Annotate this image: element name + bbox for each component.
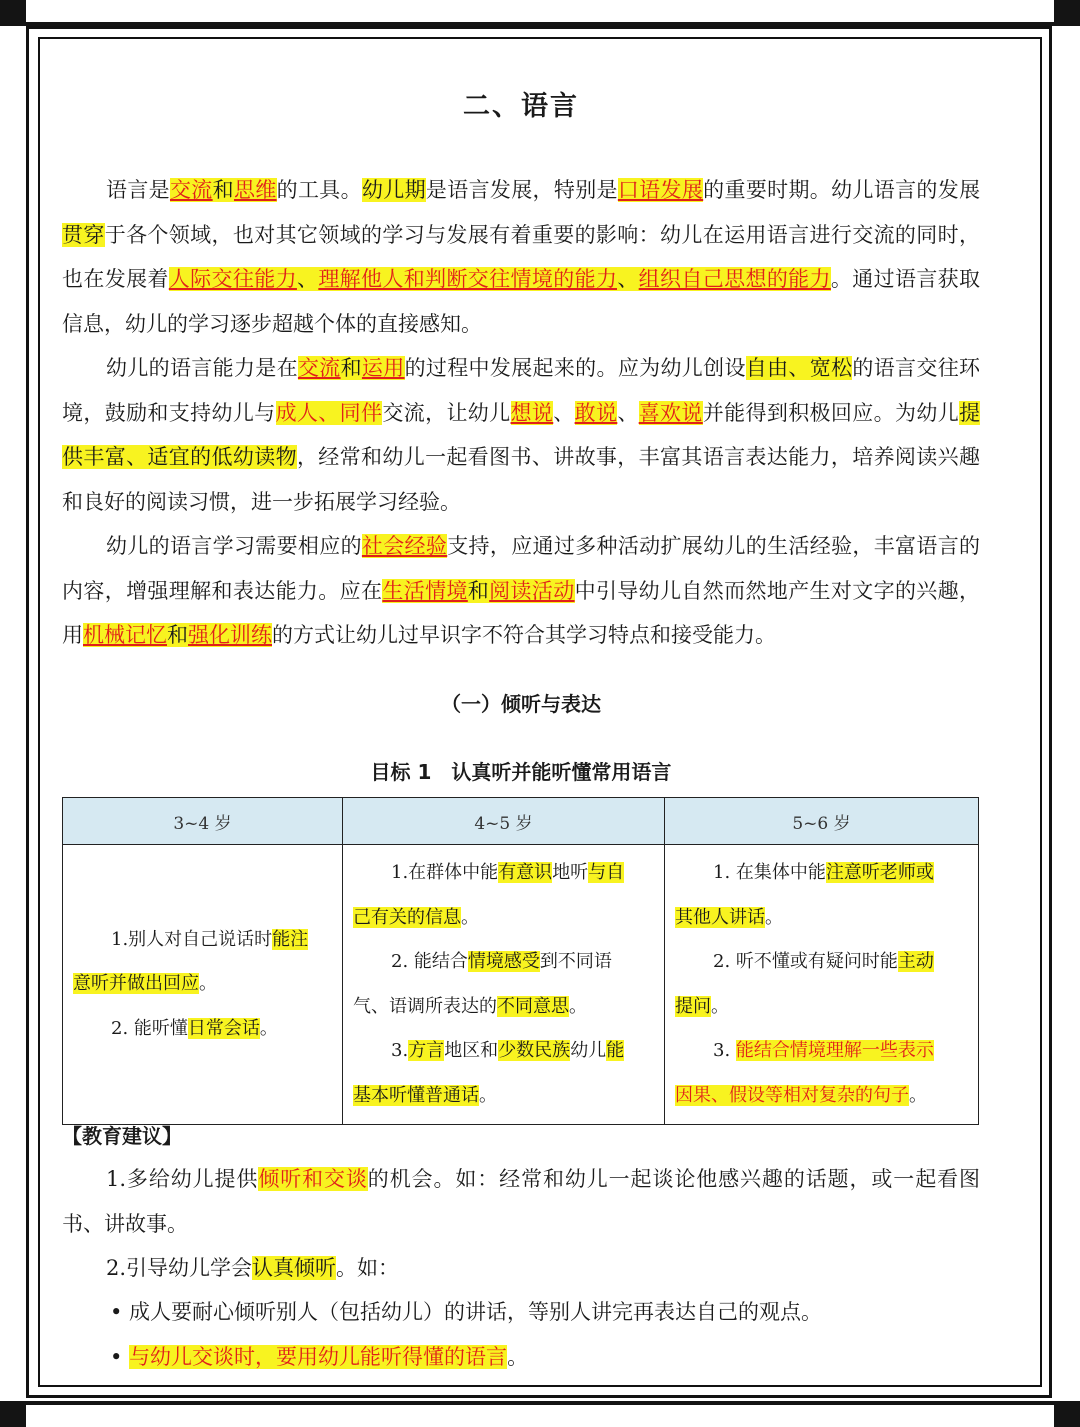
cell-age-3-4: 1.别人对自己说话时能注 意听并做出回应。 2. 能听懂日常会话。 [63,845,343,1125]
paragraph-1: 语言是交流和思维的工具。幼儿期是语言发展，特别是口语发展的重要时期。幼儿语言的发展贯穿于各个领域，也对其它领域的学习与发展有着重要的影响：幼儿在运用语言进行交流的同时，也在发展着人际交往能力、理解他人和判断交往情境的能力、组织自己思想的能力。通过语言获取信息，幼儿的学习逐步超越个体的直接感知。 [62,178,981,336]
education-advice-heading: 【教育建议】 [62,1124,182,1148]
table-header-5-6: 5~6 岁 [665,798,979,845]
paragraph-2: 幼儿的语言能力是在交流和运用的过程中发展起来的。应为幼儿创设自由、宽松的语言交往环境，鼓励和支持幼儿与成人、同伴交流，让幼儿想说、敢说、喜欢说并能得到积极回应。为幼儿提供丰富、适宜的低幼读物，经常和幼儿一起看图书、讲故事，丰富其语言表达能力，培养阅读兴趣和良好的阅读习惯，进一步拓展学习经验。 [62,356,981,514]
top-border-band [0,0,1080,26]
table-header-3-4: 3~4 岁 [63,798,343,845]
cell-age-4-5: 1.在群体中能有意识地听与自 己有关的信息。 2. 能结合情境感受到不同语 气、语调所表达的不同意思。 3.方言地区和少数民族幼儿能 基本听懂普通话。 [343,845,665,1125]
goal-table [62,797,979,1125]
advice-bullet-2: • 与幼儿交谈时，要用幼儿能听得懂的语言。 [110,1345,529,1369]
advice-item-1: 1.多给幼儿提供倾听和交谈的机会。如：经常和幼儿一起谈论他感兴趣的话题，或一起看图书、讲故事。 [62,1167,980,1236]
advice-item-2: 2.引导幼儿学会认真倾听。如： [106,1256,400,1280]
cell-age-5-6: 1. 在集体中能注意听老师或 其他人讲话。 2. 听不懂或有疑问时能主动 提问。 3. 能结合情境理解一些表示 因果、假设等相对复杂的句子。 [665,845,979,1125]
advice-bullet-1: • 成人要耐心倾听别人（包括幼儿）的讲话，等别人讲完再表达自己的观点。 [110,1300,823,1324]
table-row [63,845,979,1125]
page-title: 二、语言 [463,91,579,122]
table-header-4-5: 4~5 岁 [343,798,665,845]
table-header-row [63,798,979,845]
section-title: （一）倾听与表达 [441,692,601,716]
goal-title: 目标 1 认真听并能听懂常用语言 [370,760,672,784]
paragraph-3: 幼儿的语言学习需要相应的社会经验支持，应通过多种活动扩展幼儿的生活经验，丰富语言的内容，增强理解和表达能力。应在生活情境和阅读活动中引导幼儿自然而然地产生对文字的兴趣，用机械记忆和强化训练的方式让幼儿过早识字不符合其学习特点和接受能力。 [62,534,981,647]
bottom-border-band [0,1401,1080,1427]
